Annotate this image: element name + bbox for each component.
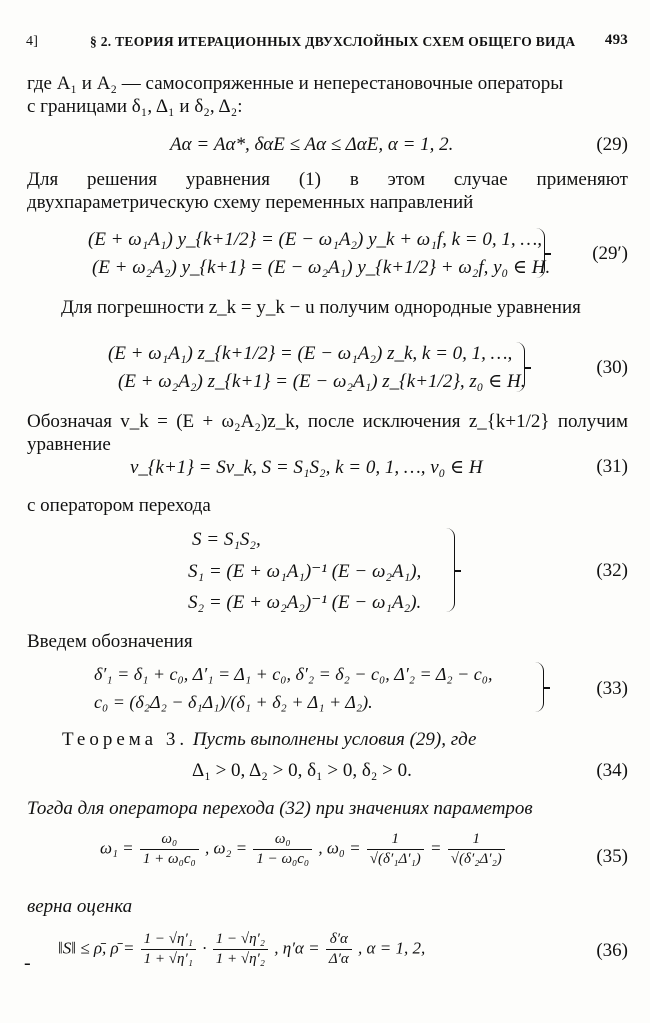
eq36-eta-label: , η′α = — [274, 938, 320, 958]
fraction-denominator: √(δ′₁Δ′₁) — [369, 851, 421, 867]
eq35-omega2-fraction — [253, 830, 312, 869]
fraction-numerator: ω₀ — [253, 830, 312, 850]
equation-34: Δ₁ > 0, Δ₂ > 0, δ₁ > 0, δ₂ > 0. — [192, 760, 412, 781]
theorem-3 — [62, 728, 628, 751]
fraction-denominator: 1 − ω₀c₀ — [256, 851, 310, 867]
fraction-denominator: √(δ′₂Δ′₂) — [450, 851, 502, 867]
equation-number-29: (29) — [596, 134, 628, 155]
equation-number-35: (35) — [596, 846, 628, 867]
equation-32-line1: S = S₁S₂, — [192, 529, 261, 550]
theorem-text: Пусть выполнены условия (29), где — [192, 729, 477, 750]
eq35-omega0-alt-fraction — [448, 830, 505, 869]
header-section-mark: 4] — [26, 34, 39, 49]
brace-33 — [535, 662, 544, 712]
paragraph-operators — [27, 72, 628, 118]
equation-32-line2: S₁ = (E + ω₁A₁)⁻¹ (E − ω₂A₁), — [188, 561, 422, 582]
equation-29p-line2: (E + ω₂A₂) y_{k+1} = (E − ω₂A₁) y_{k+1/2} + ω₂f, y₀ ∈ H. — [92, 257, 551, 278]
fraction-numerator: 1 — [448, 830, 505, 850]
fraction-denominator: 1 + √η′₂ — [215, 951, 266, 967]
equation-number-36: (36) — [596, 940, 628, 961]
eq35-omega0-fraction — [367, 830, 424, 869]
brace-32 — [446, 528, 455, 612]
eq35-omega2-label: , ω₂ = — [204, 838, 248, 858]
eq36-fraction-2 — [213, 930, 268, 969]
equation-29p-line1: (E + ω₁A₁) y_{k+1/2} = (E − ω₁A₂) y_k + ω₁f, k = 0, 1, …, — [88, 229, 542, 250]
fraction-numerator: 1 − √η′₂ — [213, 930, 268, 950]
brace-29p — [536, 228, 545, 278]
equals-sign: = — [430, 838, 442, 858]
paragraph-scheme: Для решения уравнения (1) в этом случае применяют двухпараметрическую схему переменных направлений — [27, 169, 628, 213]
paragraph-then: Тогда для оператора перехода (32) при значениях параметров — [27, 798, 533, 819]
equation-31: v_{k+1} = Sv_k, S = S₁S₂, k = 0, 1, …, v₀ ∈ H — [130, 457, 483, 478]
equation-30-line1: (E + ω₁A₁) z_{k+1/2} = (E − ω₁A₂) z_k, k = 0, 1, …, — [108, 343, 513, 364]
fraction-numerator: ω₀ — [140, 830, 199, 850]
fraction-numerator: δ′α — [326, 930, 352, 950]
paragraph-denote: Обозначая v_k = (E + ω₂A₂)z_k, после исключения z_{k+1/2} получим уравнение — [27, 411, 628, 455]
equation-number-30: (30) — [596, 357, 628, 378]
paragraph-estimate: верна оценка — [27, 896, 133, 917]
eq35-omega0-label: , ω₀ = — [318, 838, 361, 858]
page-number: 493 — [604, 32, 628, 48]
equation-32-line3: S₂ = (E + ω₂A₂)⁻¹ (E − ω₁A₂). — [188, 592, 422, 613]
eq36-alpha-range: , α = 1, 2, — [358, 938, 426, 958]
eq36-norm: ‖S‖ ≤ ρ̄, ρ̄ = — [58, 938, 135, 958]
multiplication-dot: · — [202, 938, 207, 958]
equation-33-line1: δ′₁ = δ₁ + c₀, Δ′₁ = Δ₁ + c₀, δ′₂ = δ₂ − c₀, Δ′₂ = Δ₂ − c₀, — [94, 664, 493, 684]
equation-29: Aα = Aα*, δαE ≤ Aα ≤ ΔαE, α = 1, 2. — [170, 134, 454, 155]
eq36-fraction-3 — [326, 930, 352, 969]
fraction-denominator: Δ′α — [328, 951, 349, 967]
paragraph-line: где A₁ и A₂ — самосопряженные и неперестановочные операторы — [27, 73, 564, 94]
brace-30 — [516, 342, 525, 392]
paragraph-transition: с оператором перехода — [27, 495, 211, 516]
fraction-denominator: 1 + ω₀c₀ — [142, 851, 196, 867]
theorem-label: Теорема 3. — [62, 729, 189, 750]
equation-33-line2: c₀ = (δ₂Δ₂ − δ₁Δ₁)/(δ₁ + δ₂ + Δ₁ + Δ₂). — [94, 692, 373, 712]
running-header — [26, 34, 628, 54]
paragraph-error: Для погрешности z_k = y_k − u получим однородные уравнения — [61, 297, 581, 318]
equation-number-29p: (29′) — [592, 243, 628, 264]
fraction-numerator: 1 − √η′₁ — [141, 930, 196, 950]
equation-number-34: (34) — [596, 760, 628, 781]
equation-number-31: (31) — [596, 456, 628, 477]
margin-mark: - — [24, 952, 31, 974]
paragraph-notation: Введем обозначения — [27, 631, 193, 652]
equation-36 — [58, 930, 425, 969]
eq36-fraction-1 — [141, 930, 196, 969]
equation-30-line2: (E + ω₂A₂) z_{k+1} = (E − ω₂A₁) z_{k+1/2}, z₀ ∈ H. — [118, 371, 526, 392]
paragraph-line: с границами δ₁, Δ₁ и δ₂, Δ₂: — [27, 96, 243, 117]
equation-number-32: (32) — [596, 560, 628, 581]
eq35-omega1-fraction — [140, 830, 199, 869]
header-title: § 2. ТЕОРИЯ ИТЕРАЦИОННЫХ ДВУХСЛОЙНЫХ СХЕМ ОБЩЕГО ВИДА — [90, 34, 576, 49]
eq35-omega1-label: ω₁ = — [100, 838, 134, 858]
fraction-denominator: 1 + √η′₁ — [143, 951, 193, 967]
equation-number-33: (33) — [596, 678, 628, 699]
fraction-numerator: 1 — [367, 830, 424, 850]
equation-35 — [100, 830, 507, 869]
